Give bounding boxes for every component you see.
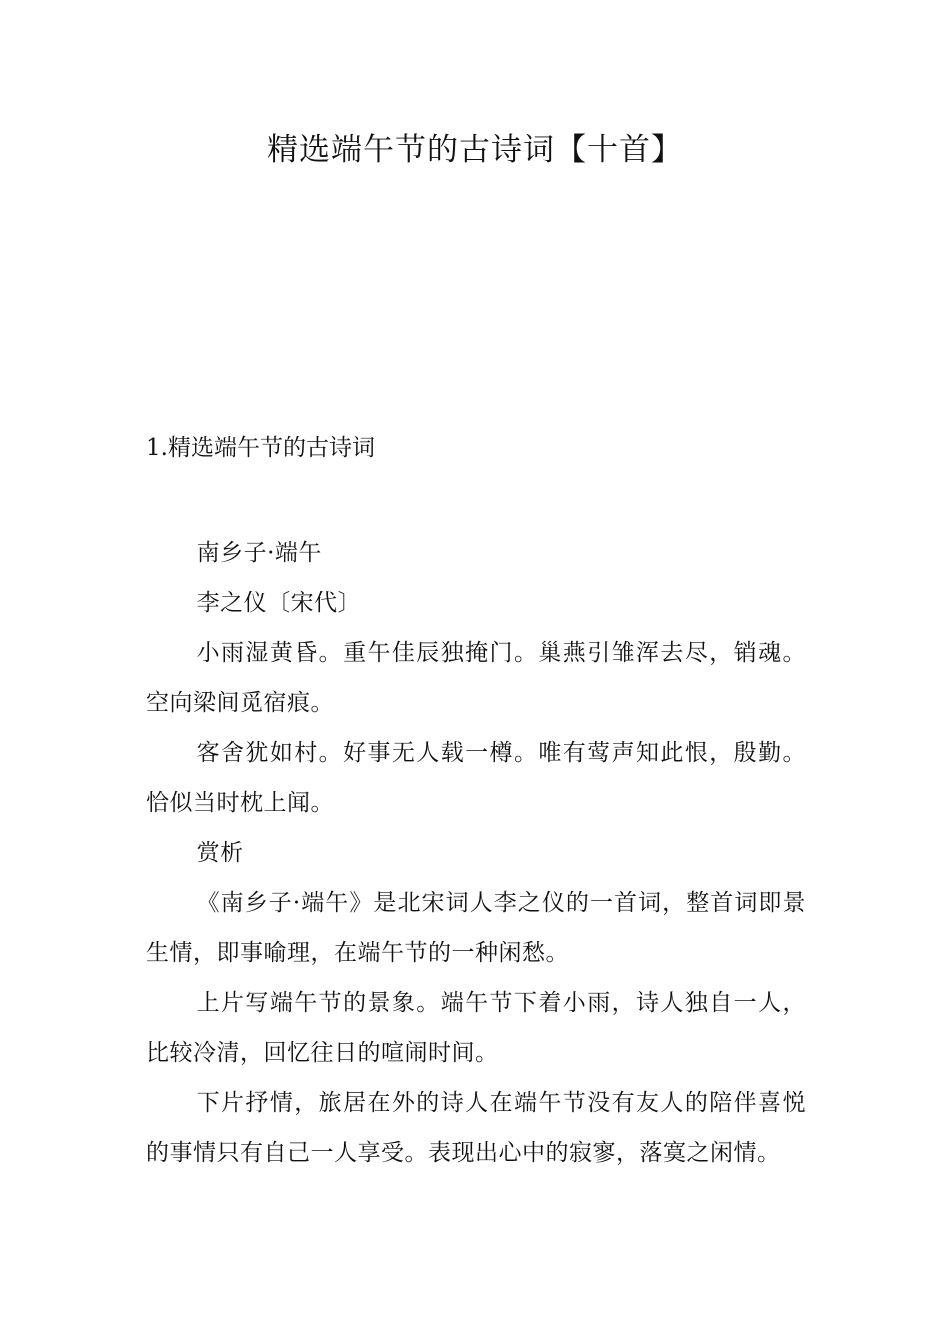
document-title: 精选端午节的古诗词【十首】 xyxy=(267,132,683,168)
poem-stanza-2: 客舍犹如村。好事无人载一樽。唯有莺声知此恨，殷勤。恰似当时枕上闻。 xyxy=(146,740,806,816)
analysis-paragraph-2: 上片写端午节的景象。端午节下着小雨，诗人独自一人，比较冷清，回忆往日的喧闹时间。 xyxy=(146,990,806,1066)
analysis-paragraph-3: 下片抒情，旅居在外的诗人在端午节没有友人的陪伴喜悦的事情只有自己一人享受。表现出心中的寂寥，落寞之闲情。 xyxy=(146,1090,806,1166)
analysis-paragraph-1: 《南乡子·端午》是北宋词人李之仪的一首词，整首词即景生情，即事喻理，在端午节的一种闲愁。 xyxy=(146,890,806,966)
appreciation-label: 赏析 xyxy=(196,840,244,866)
poem-stanza-1: 小雨湿黄昏。重午佳辰独掩门。巢燕引雏浑去尽，销魂。空向梁间觅宿痕。 xyxy=(146,640,806,716)
poem-title: 南乡子·端午 xyxy=(196,540,322,566)
section-heading: 1.精选端午节的古诗词 xyxy=(146,435,375,461)
document-body xyxy=(146,528,806,1178)
poem-author: 李之仪〔宋代〕 xyxy=(196,590,362,616)
